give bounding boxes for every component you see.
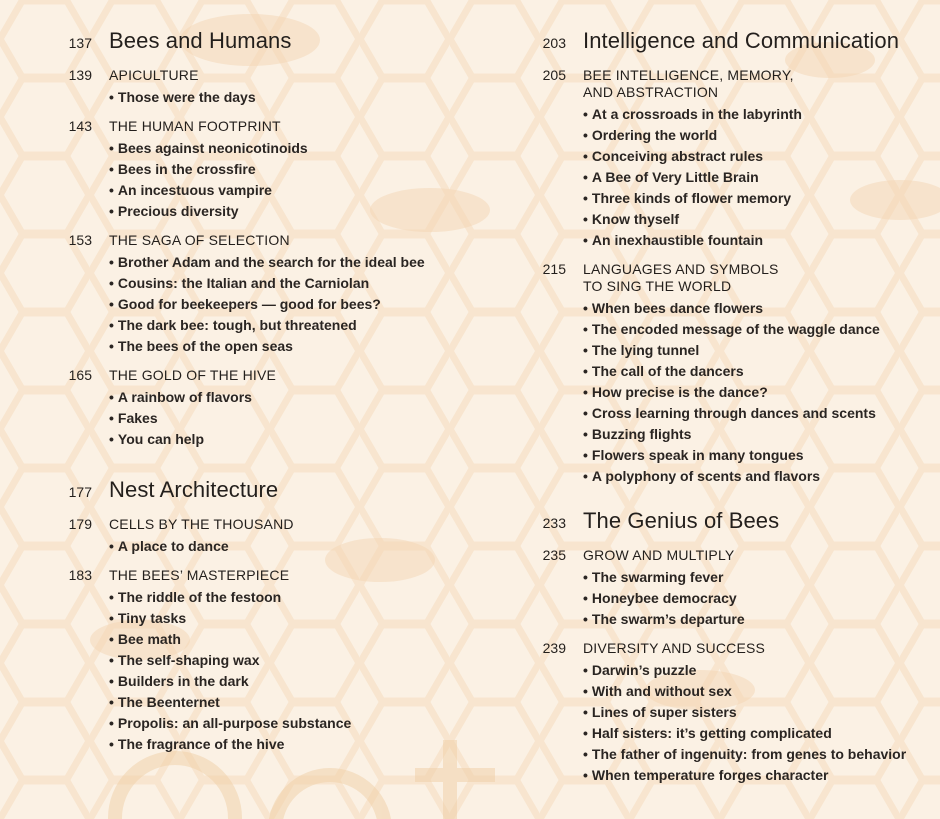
section-item: • With and without sex — [583, 681, 940, 702]
section-item: • The bees of the open seas — [109, 336, 470, 357]
section-list — [109, 87, 470, 108]
chapter-page-number: 239 — [542, 640, 566, 656]
chapter-body — [109, 232, 470, 357]
chapter-title: THE SAGA OF SELECTION — [109, 232, 290, 248]
section-item: • The call of the dancers — [583, 361, 940, 382]
section-item: • You can help — [109, 429, 470, 450]
chapter-page-number: 179 — [68, 516, 92, 532]
chapter-entry — [470, 640, 940, 786]
section-item: • The swarm’s departure — [583, 609, 940, 630]
section-item: • Flowers speak in many tongues — [583, 445, 940, 466]
part-title: Intelligence and Communication — [583, 28, 900, 53]
section-item: • The fragrance of the hive — [109, 734, 470, 755]
chapter-title: DIVERSITY AND SUCCESS — [583, 640, 766, 656]
chapter-body — [583, 67, 940, 251]
chapter-entry — [0, 118, 470, 222]
section-item: • A place to dance — [109, 536, 470, 557]
section-list — [109, 138, 470, 222]
section-item: • Conceiving abstract rules — [583, 146, 940, 167]
section-list — [109, 252, 470, 357]
chapter-entry — [470, 67, 940, 251]
section-item: • The swarming fever — [583, 567, 940, 588]
part-heading — [470, 508, 940, 538]
chapter-body — [109, 118, 470, 222]
chapter-page-number: 235 — [542, 547, 566, 563]
section-item: • Good for beekeepers — good for bees? — [109, 294, 470, 315]
chapter-page-number: 183 — [68, 567, 92, 583]
part-heading — [0, 477, 470, 507]
chapter-entry — [0, 67, 470, 108]
section-list — [583, 298, 940, 487]
section-item: • Propolis: an all-purpose substance — [109, 713, 470, 734]
section-item: • Ordering the world — [583, 125, 940, 146]
chapter-title: THE BEES’ MASTERPIECE — [109, 567, 290, 583]
chapter-title: THE HUMAN FOOTPRINT — [109, 118, 281, 134]
chapter-page-number: 139 — [68, 67, 92, 83]
section-item: • Bees against neonicotinoids — [109, 138, 470, 159]
section-item: • Brother Adam and the search for the ideal bee — [109, 252, 470, 273]
part-title: Nest Architecture — [109, 477, 279, 502]
chapter-entry — [0, 516, 470, 557]
part-page-number: 137 — [68, 35, 92, 51]
chapter-title: GROW AND MULTIPLY — [583, 547, 735, 563]
chapter-page-number: 153 — [68, 232, 92, 248]
section-item: • Those were the days — [109, 87, 470, 108]
section-item: • Three kinds of flower memory — [583, 188, 940, 209]
section-item: • The riddle of the festoon — [109, 587, 470, 608]
section-list — [109, 587, 470, 755]
chapter-page-number: 205 — [542, 67, 566, 83]
part-heading — [470, 28, 940, 58]
chapter-entry — [0, 367, 470, 450]
chapter-title: THE GOLD OF THE HIVE — [109, 367, 277, 383]
section-list — [109, 387, 470, 450]
section-item: • When bees dance flowers — [583, 298, 940, 319]
part-page-number: 233 — [542, 515, 566, 531]
section-item: • The encoded message of the waggle dance — [583, 319, 940, 340]
section-item: • Lines of super sisters — [583, 702, 940, 723]
chapter-entry — [470, 261, 940, 487]
section-item: • The dark bee: tough, but threatened — [109, 315, 470, 336]
section-list — [109, 536, 470, 557]
section-item: • How precise is the dance? — [583, 382, 940, 403]
section-item: • When temperature forges character — [583, 765, 940, 786]
section-item: • An inexhaustible fountain — [583, 230, 940, 251]
section-list — [583, 660, 940, 786]
section-item: • An incestuous vampire — [109, 180, 470, 201]
section-item: • A Bee of Very Little Brain — [583, 167, 940, 188]
section-item: • Tiny tasks — [109, 608, 470, 629]
chapter-entry — [470, 547, 940, 630]
part-section — [0, 477, 470, 755]
section-item: • Half sisters: it’s getting complicated — [583, 723, 940, 744]
section-item: • Darwin’s puzzle — [583, 660, 940, 681]
chapter-body — [109, 516, 470, 557]
part-section — [0, 28, 470, 450]
section-item: • The Beenternet — [109, 692, 470, 713]
section-item: • The father of ingenuity: from genes to behavior — [583, 744, 940, 765]
section-item: • Bee math — [109, 629, 470, 650]
section-item: • The lying tunnel — [583, 340, 940, 361]
section-item: • Precious diversity — [109, 201, 470, 222]
part-section — [470, 508, 940, 786]
part-title: The Genius of Bees — [583, 508, 780, 533]
chapter-body — [109, 567, 470, 755]
part-title: Bees and Humans — [109, 28, 292, 53]
section-item: • A rainbow of flavors — [109, 387, 470, 408]
section-item: • At a crossroads in the labyrinth — [583, 104, 940, 125]
section-item: • Fakes — [109, 408, 470, 429]
chapter-body — [109, 67, 470, 108]
chapter-entry — [0, 567, 470, 755]
part-section — [470, 28, 940, 487]
section-item: • A polyphony of scents and flavors — [583, 466, 940, 487]
chapter-title: APICULTURE — [109, 67, 199, 83]
chapter-body — [583, 640, 940, 786]
chapter-body — [583, 261, 940, 487]
section-item: • Cousins: the Italian and the Carniolan — [109, 273, 470, 294]
chapter-title: LANGUAGES AND SYMBOLS TO SING THE WORLD — [583, 261, 779, 294]
section-item: • Cross learning through dances and scents — [583, 403, 940, 424]
section-list — [583, 567, 940, 630]
chapter-title: BEE INTELLIGENCE, MEMORY, AND ABSTRACTION — [583, 67, 794, 100]
section-item: • The self-shaping wax — [109, 650, 470, 671]
chapter-entry — [0, 232, 470, 357]
chapter-page-number: 215 — [542, 261, 566, 277]
chapter-title: CELLS BY THE THOUSAND — [109, 516, 294, 532]
chapter-page-number: 165 — [68, 367, 92, 383]
chapter-body — [109, 367, 470, 450]
section-item: • Builders in the dark — [109, 671, 470, 692]
section-item: • Honeybee democracy — [583, 588, 940, 609]
section-item: • Bees in the crossfire — [109, 159, 470, 180]
part-heading — [0, 28, 470, 58]
section-list — [583, 104, 940, 251]
chapter-page-number: 143 — [68, 118, 92, 134]
section-item: • Know thyself — [583, 209, 940, 230]
chapter-body — [583, 547, 940, 630]
part-page-number: 203 — [542, 35, 566, 51]
part-page-number: 177 — [68, 484, 92, 500]
section-item: • Buzzing flights — [583, 424, 940, 445]
